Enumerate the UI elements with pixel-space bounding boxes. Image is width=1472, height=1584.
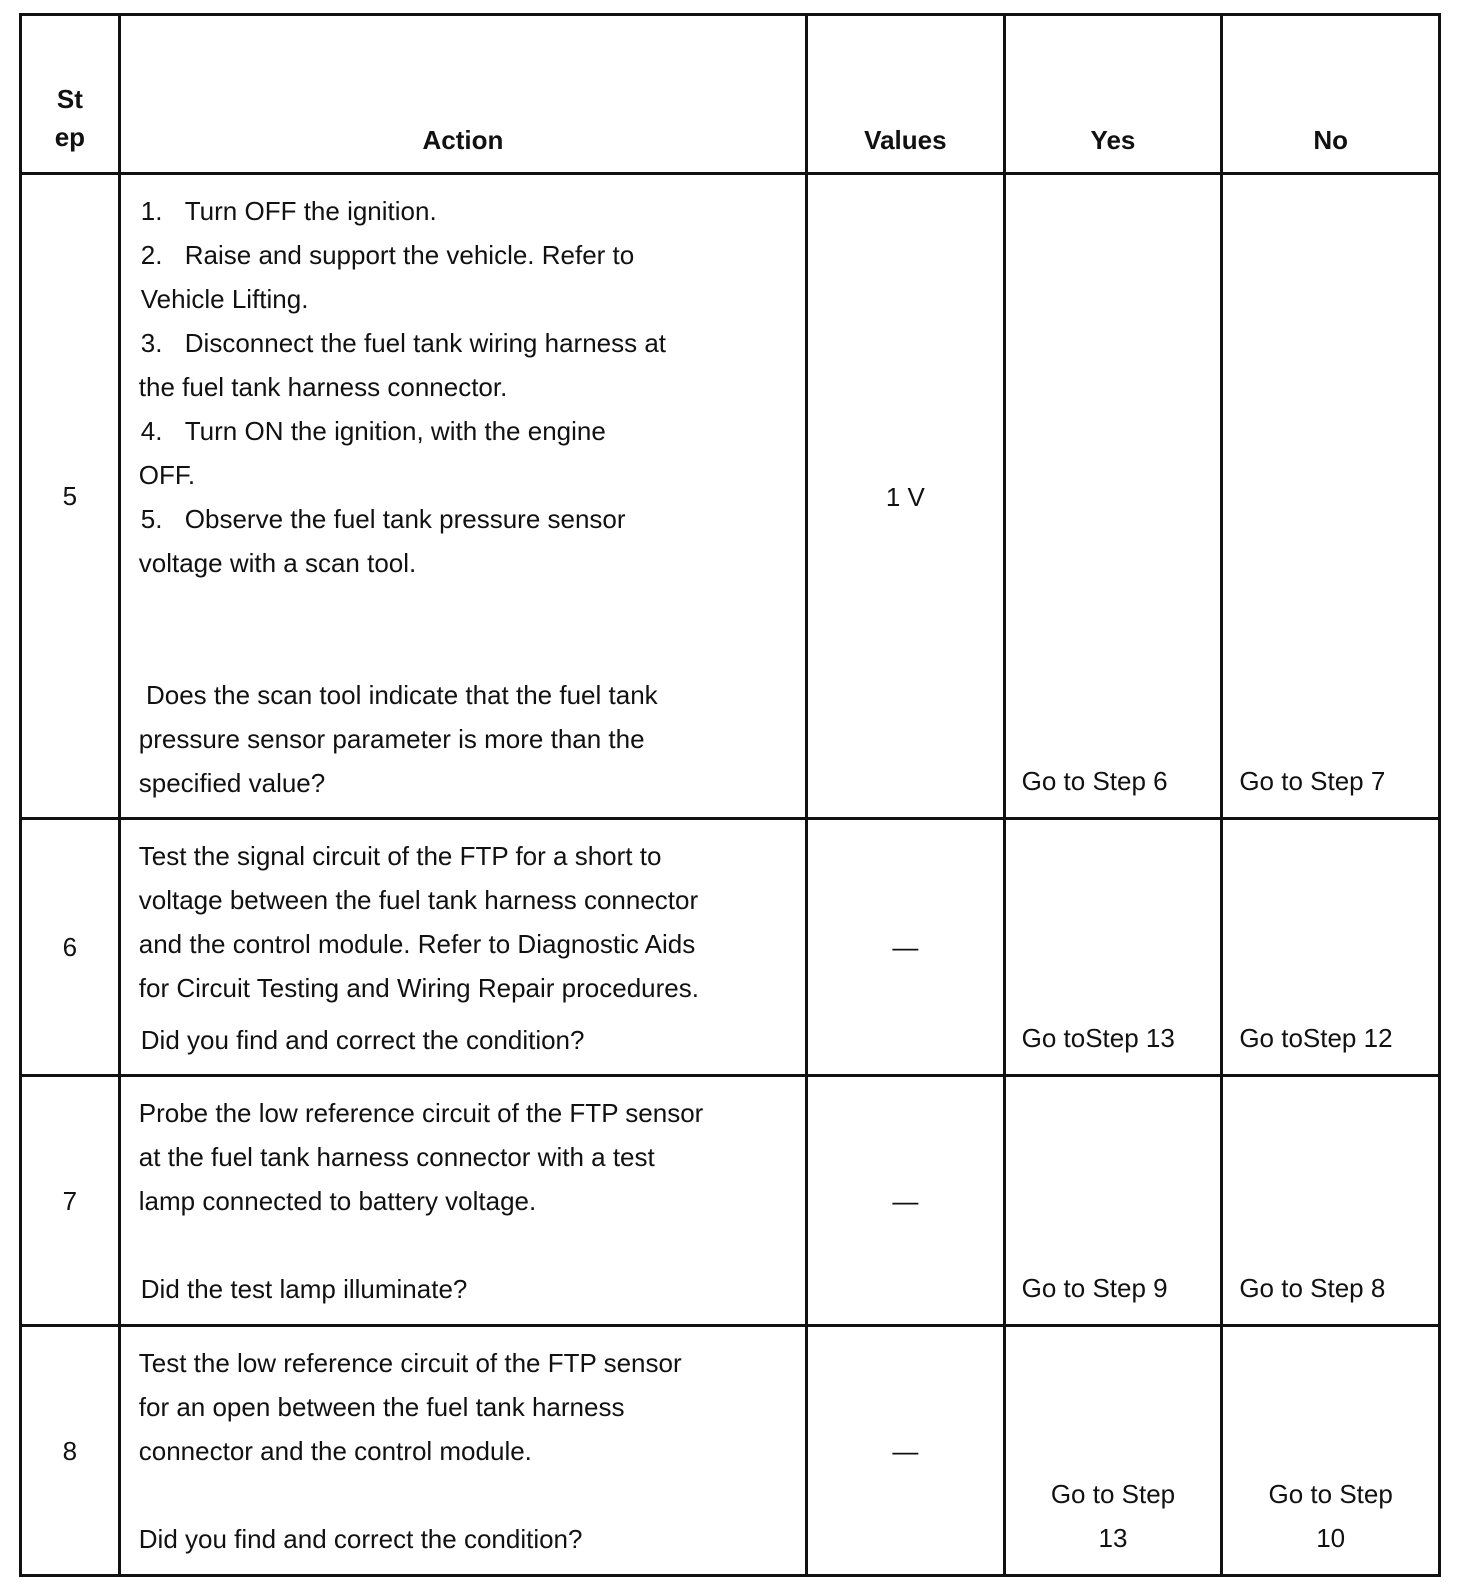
no-cell: Go to Step 8 [1222, 1076, 1440, 1326]
question-text: specified value? [138, 768, 326, 798]
table-row [21, 1076, 1440, 1326]
no-cell: Go to Step 10 [1222, 1326, 1440, 1576]
header-action: Action [119, 15, 806, 174]
list-item: 3. Disconnect the fuel tank wiring harness at [140, 328, 667, 358]
table-row [21, 1326, 1440, 1576]
step-number: 6 [21, 819, 120, 1076]
yes-cell: Go to Step 6 [1004, 174, 1222, 819]
question-text: Did you find and correct the condition? [138, 1524, 583, 1554]
action-cell: Test the low reference circuit of the FTP sensor for an open between the fuel tank harness connector and the control module. Did you find and correct the condition? [119, 1326, 806, 1576]
question-text: pressure sensor parameter is more than the [138, 724, 645, 754]
header-step: St ep [21, 15, 120, 174]
value-cell: — [807, 1326, 1005, 1576]
no-cell: Go toStep 12 [1222, 819, 1440, 1076]
list-item: 1. Turn OFF the ignition. [140, 196, 437, 226]
value-cell: — [807, 1076, 1005, 1326]
step-number: 8 [21, 1326, 120, 1576]
value-cell: — [807, 819, 1005, 1076]
yes-cell: Go to Step 9 [1004, 1076, 1222, 1326]
list-item: 4. Turn ON the ignition, with the engine [140, 416, 606, 446]
action-cell: Test the signal circuit of the FTP for a short to voltage between the fuel tank harness connector and the control module. Refer to Diagnostic Aids for Circuit Testing and Wiring Repair procedures. Did you find and correct the condition? [119, 819, 806, 1076]
question-text: Does the scan tool indicate that the fuel tank [138, 680, 658, 710]
list-item: 2. Raise and support the vehicle. Refer to [140, 240, 635, 270]
yes-cell: Go toStep 13 [1004, 819, 1222, 1076]
diagnostic-table [19, 13, 1441, 1577]
header-yes: Yes [1004, 15, 1222, 174]
list-item: 5. Observe the fuel tank pressure sensor [140, 504, 626, 534]
table-header-row [21, 15, 1440, 174]
question-text: Did you find and correct the condition? [140, 1025, 585, 1055]
action-cell: 1. Turn OFF the ignition. 2. Raise and support the vehicle. Refer to Vehicle Lifting. 3. Disconnect the fuel tank wiring harness at the fuel tank harness connector. 4. Turn ON the ignition, with the engine OFF. 5. Observe the fuel tank pressure sensor voltage with a scan tool. Does the scan tool indicate that the fuel tank pressure sensor parameter is more than the specified value? [119, 174, 806, 819]
table-row [21, 819, 1440, 1076]
value-cell: 1 V [807, 174, 1005, 819]
action-cell: Probe the low reference circuit of the FTP sensor at the fuel tank harness connector with a test lamp connected to battery voltage. Did the test lamp illuminate? [119, 1076, 806, 1326]
step-number: 7 [21, 1076, 120, 1326]
yes-cell: Go to Step 13 [1004, 1326, 1222, 1576]
header-no: No [1222, 15, 1440, 174]
table-row [21, 174, 1440, 819]
header-values: Values [807, 15, 1005, 174]
step-number: 5 [21, 174, 120, 819]
question-text: Did the test lamp illuminate? [140, 1274, 468, 1304]
no-cell: Go to Step 7 [1222, 174, 1440, 819]
